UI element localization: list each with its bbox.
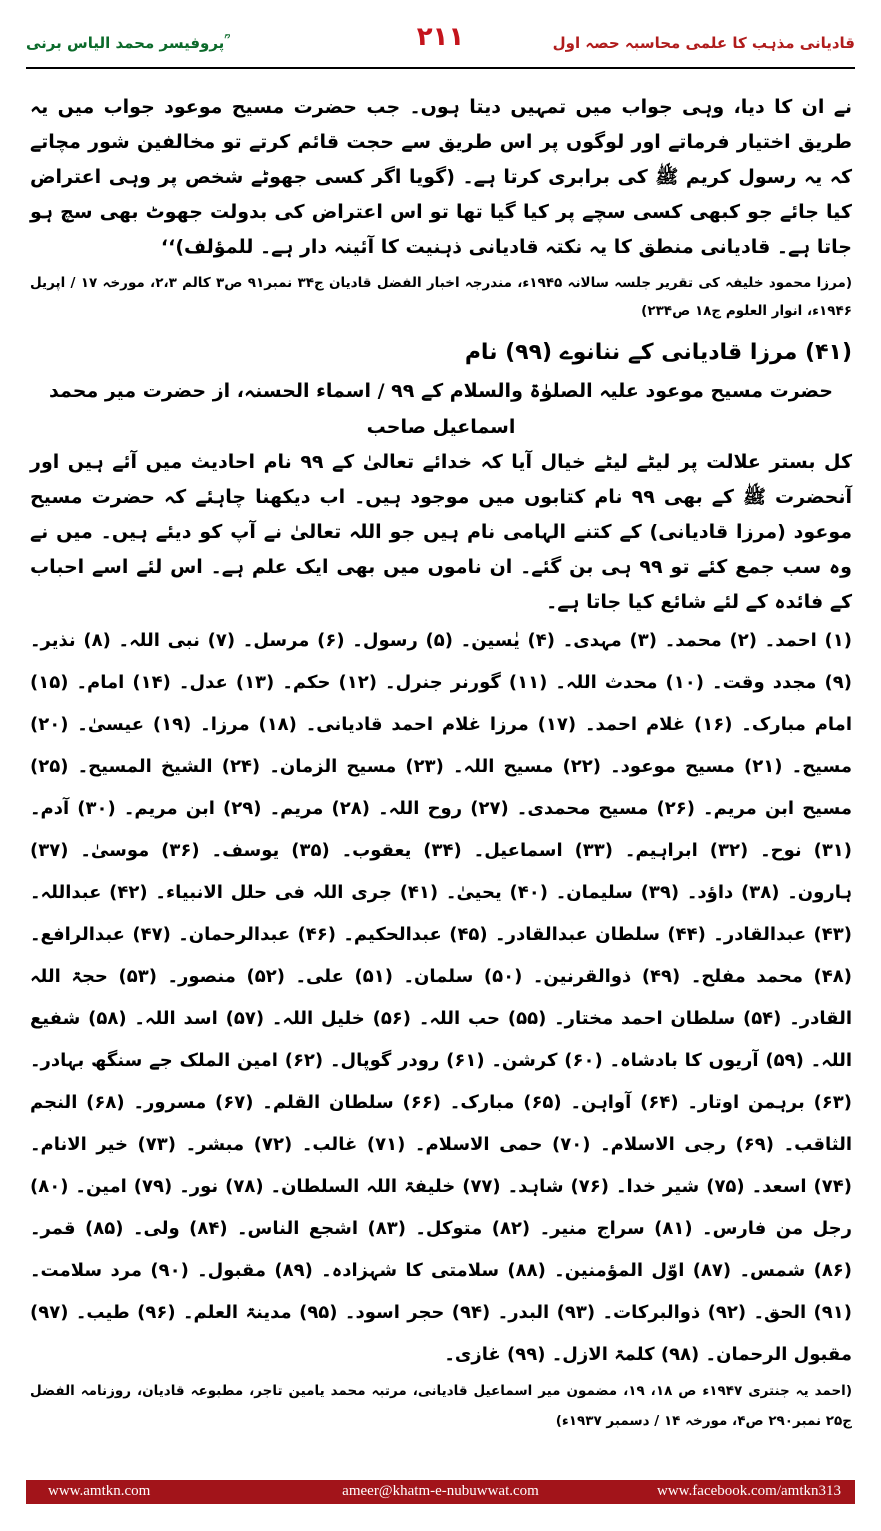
page-number: ۲۱۱ — [416, 22, 465, 52]
page-footer — [26, 1480, 855, 1504]
page-body — [30, 90, 852, 1450]
intro-paragraph: نے ان کا دیا، وہی جواب میں تمہیں دیتا ہوں۔ جب حضرت مسیح موعود جواب میں یہ طریق اختیار فرماتے اور لوگوں پر اس طریق سے حجت قائم کرتے تو مخالفین شور مچاتے کہ یہ رسول کریم ﷺ کی برابری کرتا ہے۔ (گویا اگر کسی جھوٹے شخص پر وہی اعتراض کیا جائے جو کبھی کسی سچے پر کیا گیا تھا تو اس اعتراض کی بدولت جھوٹ بھی سچ ہو جاتا ہے۔ قادیانی منطق کا یہ نکتہ قادیانی ذہنیت کا آئینہ دار ہے۔ للمؤلف)‘‘ — [30, 96, 852, 258]
section-paragraph: کل بستر علالت پر لیٹے لیٹے خیال آیا کہ خدائے تعالیٰ کے ۹۹ نام احادیث میں آئے ہیں اور آنحضرت ﷺ کے بھی ۹۹ نام کتابوں میں موجود ہیں۔ اب دیکھنا چاہئے کہ حضرت مسیح موعود (مرزا قادیانی) کے کتنے الہامی نام ہیں جو اللہ تعالیٰ نے آپ کو دیئے ہیں۔ میں نے وہ سب جمع کئے تو ۹۹ ہی بن گئے۔ ان ناموں میں بھی ایک علم ہے۔ اس لئے اسے احباب کے فائدہ کے لئے شائع کیا جاتا ہے۔ — [30, 451, 853, 613]
footer-facebook-link[interactable]: www.facebook.com/amtkn313 — [657, 1483, 841, 1499]
section-heading: (۴۱) مرزا قادیانی کے ننانوے (۹۹) نام — [464, 340, 852, 365]
page-header — [26, 22, 855, 66]
reference-citation-2: (احمد یہ جنتری ۱۹۴۷ء ص ۱۸، ۱۹، مضمون میر اسماعیل قادیانی، مرتبہ محمد یامین تاجر، مطبوعہ قادیان، روزنامہ الفضل ج۲۵ نمبر۲۹۰ ص۴، مورخہ ۱۴ / دسمبر ۱۹۳۷ء) — [30, 1383, 852, 1429]
footer-website-link[interactable]: www.amtkn.com — [48, 1483, 151, 1499]
author-name: پروفیسر محمد الیاس برنی ؒ — [26, 34, 229, 52]
reference-citation-1: (مرزا محمود خلیفہ کی تقریر جلسہ سالانہ ۱۹۴۵ء، مندرجہ اخبار الفضل قادیان ج۳۴ نمبر۹۱ ص۳ کالم ۲،۳، مورخہ ۱۷ / اپریل ۱۹۴۶ء، انوار العلوم ج۱۸ ص۲۳۴) — [30, 275, 853, 319]
names-list: (۱) احمد۔ (۲) محمد۔ (۳) مہدی۔ (۴) یٰسین۔ (۵) رسول۔ (۶) مرسل۔ (۷) نبی اللہ۔ (۸) نذیر۔ (۹) مجدد وقت۔ (۱۰) محدث اللہ۔ (۱۱) گورنر جنرل۔ (۱۲) حکم۔ (۱۳) عدل۔ (۱۴) امام۔ (۱۵) امام مبارک۔ (۱۶) غلام احمد۔ (۱۷) مرزا غلام احمد قادیانی۔ (۱۸) مرزا۔ (۱۹) عیسیٰ۔ (۲۰) مسیح۔ (۲۱) مسیح موعود۔ (۲۲) مسیح اللہ۔ (۲۳) مسیح الزمان۔ (۲۴) الشیخ المسیح۔ (۲۵) مسیح ابن مریم۔ (۲۶) مسیح محمدی۔ (۲۷) روح اللہ۔ (۲۸) مریم۔ (۲۹) ابن مریم۔ (۳۰) آدم۔ (۳۱) نوح۔ (۳۲) ابراہیم۔ (۳۳) اسماعیل۔ (۳۴) یعقوب۔ (۳۵) یوسف۔ (۳۶) موسیٰ۔ (۳۷) ہارون۔ (۳۸) داؤد۔ (۳۹) سلیمان۔ (۴۰) یحییٰ۔ (۴۱) جری اللہ فی حلل الانبیاء۔ (۴۲) عبداللہ۔ (۴۳) عبدالقادر۔ (۴۴) سلطان عبدالقادر۔ (۴۵) عبدالحکیم۔ (۴۶) عبدالرحمان۔ (۴۷) عبدالرافع۔ (۴۸) محمد مفلح۔ (۴۹) ذوالقرنین۔ (۵۰) سلمان۔ (۵۱) علی۔ (۵۲) منصور۔ (۵۳) حجۃ اللہ القادر۔ (۵۴) سلطان احمد مختار۔ (۵۵) حب اللہ۔ (۵۶) خلیل اللہ۔ (۵۷) اسد اللہ۔ (۵۸) شفیع اللہ۔ (۵۹) آریوں کا بادشاہ۔ (۶۰) کرشن۔ (۶۱) رودر گوپال۔ (۶۲) امین الملک جے سنگھ بہادر۔ (۶۳) برہمن اوتار۔ (۶۴) آواہن۔ (۶۵) مبارک۔ (۶۶) سلطان القلم۔ (۶۷) مسرور۔ (۶۸) النجم الثاقب۔ (۶۹) رجی الاسلام۔ (۷۰) حمی الاسلام۔ (۷۱) غالب۔ (۷۲) مبشر۔ (۷۳) خیر الانام۔ (۷۴) اسعد۔ (۷۵) شیر خدا۔ (۷۶) شاہد۔ (۷۷) خلیفۃ اللہ السلطان۔ (۷۸) نور۔ (۷۹) امین۔ (۸۰) رجل من فارس۔ (۸۱) سراج منیر۔ (۸۲) متوکل۔ (۸۳) اشجع الناس۔ (۸۴) ولی۔ (۸۵) قمر۔ (۸۶) شمس۔ (۸۷) اوّل المؤمنین۔ (۸۸) سلامتی کا شہزادہ۔ (۸۹) مقبول۔ (۹۰) مرد سلامت۔ (۹۱) الحق۔ (۹۲) ذوالبرکات۔ (۹۳) البدر۔ (۹۴) حجر اسود۔ (۹۵) مدینۃ العلم۔ (۹۶) طیب۔ (۹۷) مقبول الرحمان۔ (۹۸) کلمۃ الازل۔ (۹۹) غازی۔ — [30, 630, 853, 1365]
book-title: قادیانی مذہب کا علمی محاسبہ حصہ اول — [552, 34, 855, 52]
section-subheading: حضرت مسیح موعود علیہ الصلوٰۃ والسلام کے ۹۹ / اسماء الحسنہ، از حضرت میر محمد اسماعیل صاحب — [49, 380, 833, 438]
header-divider — [26, 67, 855, 69]
footer-email-link[interactable]: ameer@khatm-e-nubuwwat.com — [342, 1483, 539, 1499]
